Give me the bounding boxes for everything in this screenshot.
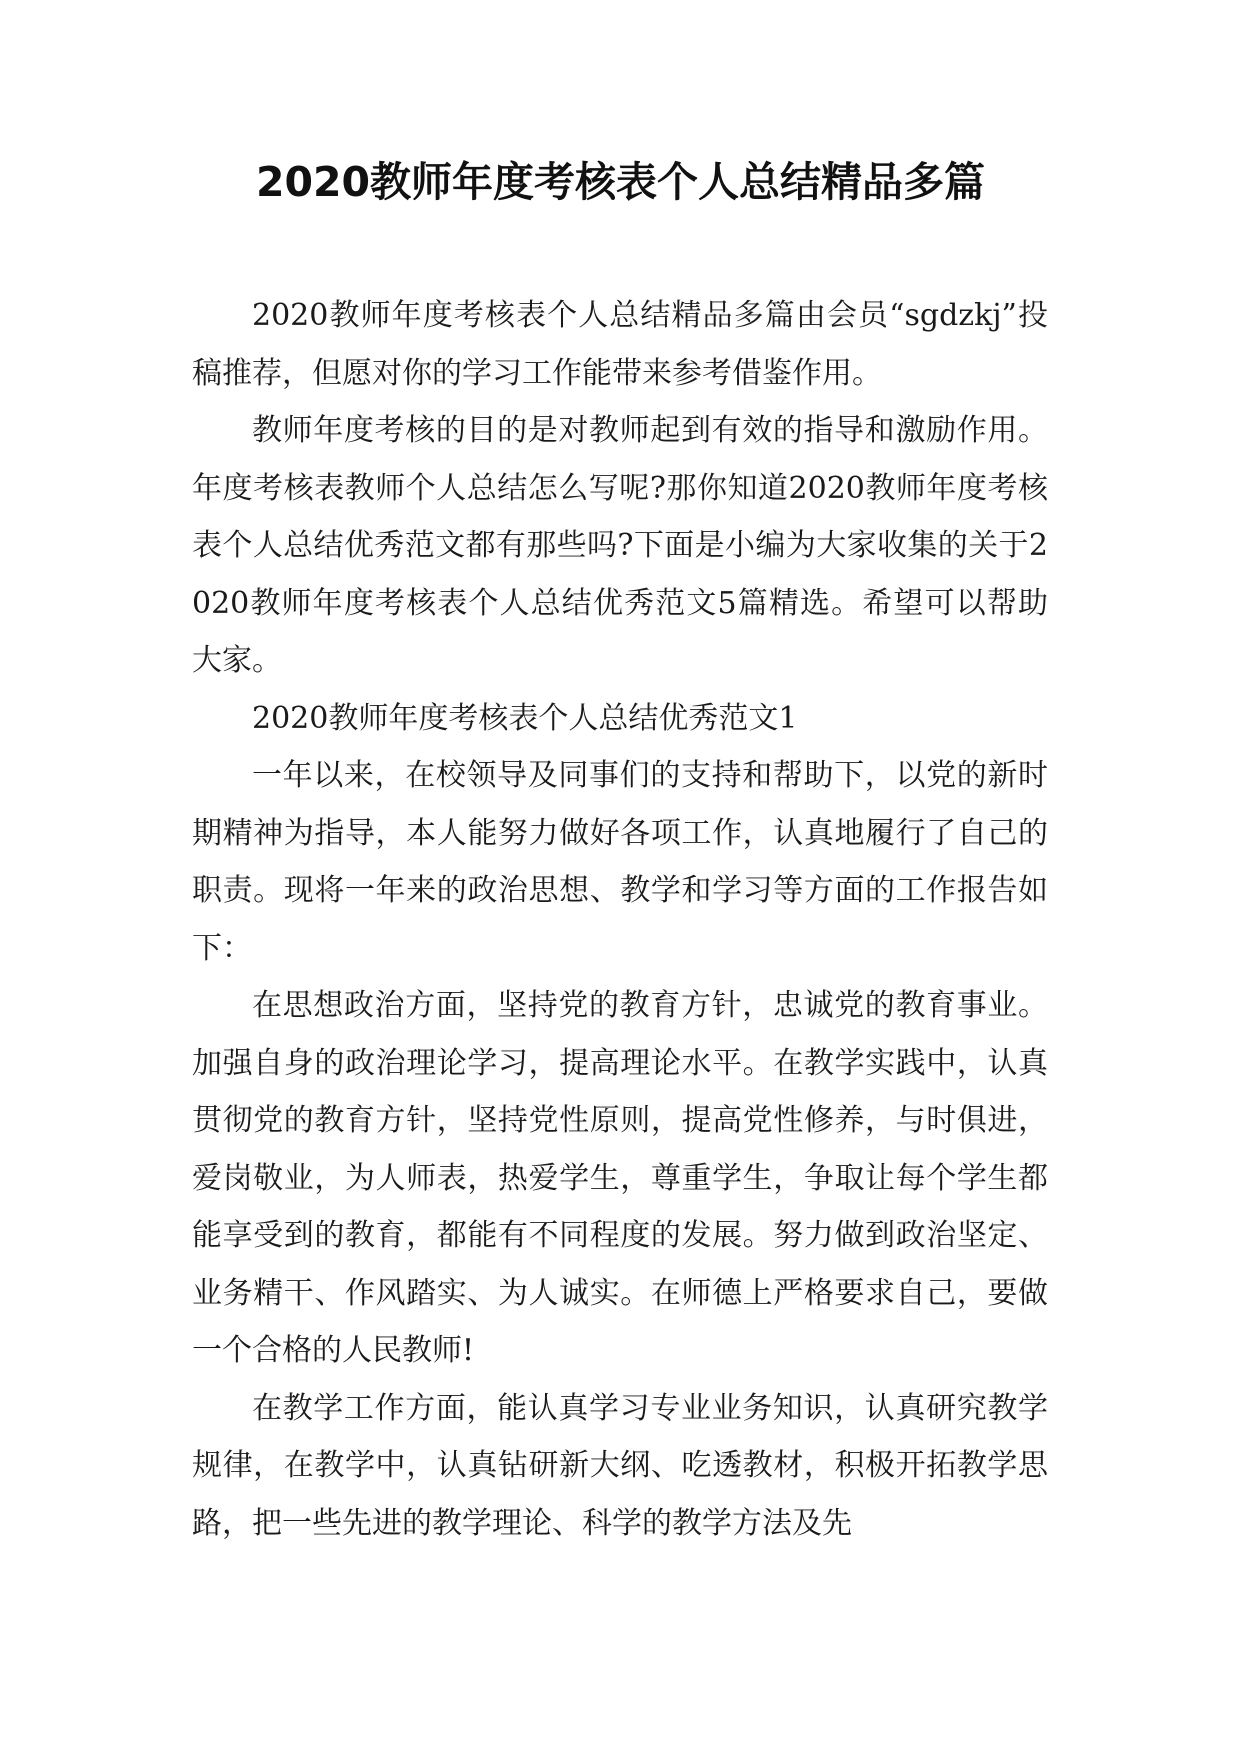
document-body [192,287,1048,1552]
overview-paragraph: 一年以来，在校领导及同事们的支持和帮助下，以党的新时期精神为指导，本人能努力做好各项工作，认真地履行了自己的职责。现将一年来的政治思想、教学和学习等方面的工作报告如下： [192,758,1048,966]
political-paragraph: 在思想政治方面，坚持党的教育方针，忠诚党的教育事业。加强自身的政治理论学习，提高理论水平。在教学实践中，认真贯彻党的教育方针，坚持党性原则，提高党性修养，与时俱进，爱岗敬业，为人师表，热爱学生，尊重学生，争取让每个学生都能享受到的教育，都能有不同程度的发展。努力做到政治坚定、业务精干、作风踏实、为人诚实。在师德上严格要求自己，要做一个合格的人民教师! [192,988,1048,1368]
purpose-paragraph: 教师年度考核的目的是对教师起到有效的指导和激励作用。年度考核表教师个人总结怎么写呢?那你知道2020教师年度考核表个人总结优秀范文都有那些吗?下面是小编为大家收集的关于2020教师年度考核表个人总结优秀范文5篇精选。希望可以帮助大家。 [192,413,1048,678]
sample-heading: 2020教师年度考核表个人总结优秀范文1 [252,700,798,736]
intro-paragraph: 2020教师年度考核表个人总结精品多篇由会员“sgdzkj”投稿推荐，但愿对你的学习工作能带来参考借鉴作用。 [192,298,1048,391]
teaching-paragraph: 在教学工作方面，能认真学习专业业务知识，认真研究教学规律，在教学中，认真钻研新大纲、吃透教材，积极开拓教学思路，把一些先进的教学理论、科学的教学方法及先 [192,1390,1048,1541]
document-title: 2020教师年度考核表个人总结精品多篇 [255,158,986,206]
